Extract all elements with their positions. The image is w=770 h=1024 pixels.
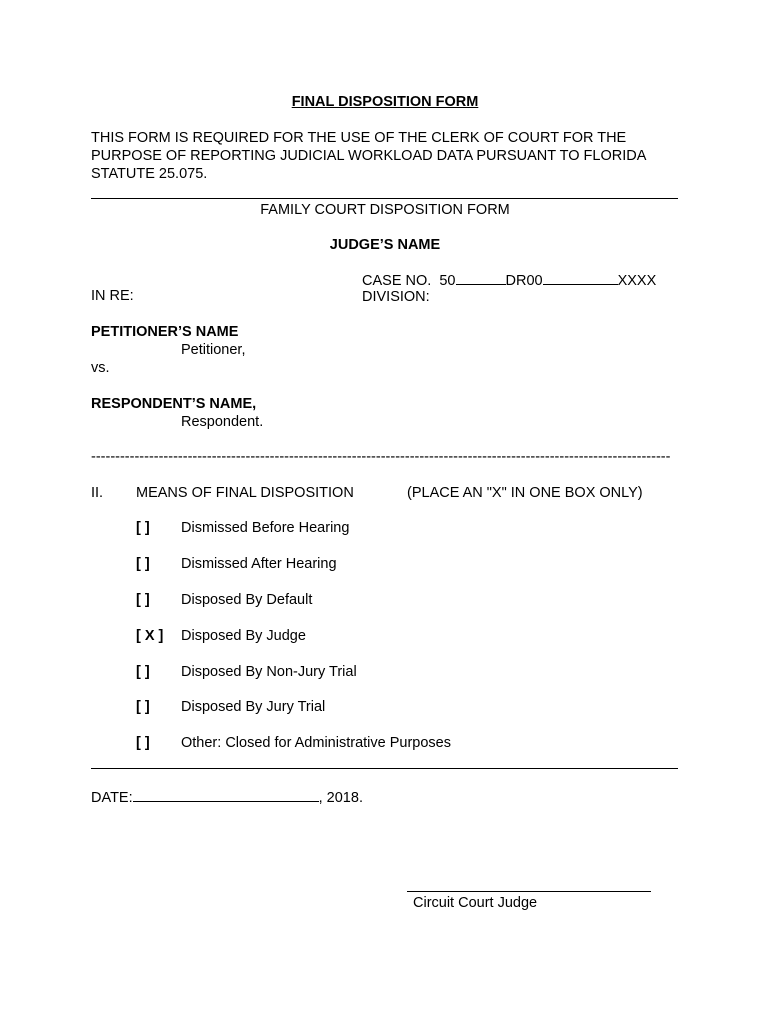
option-row: [136, 664, 357, 680]
option-row: [136, 735, 451, 751]
option-row: [136, 699, 325, 715]
case-number-label: CASE NO.: [362, 273, 432, 289]
option-row: [136, 628, 306, 644]
date-line: [91, 788, 363, 806]
case-number-part3: XXXX: [617, 273, 657, 289]
option-checkbox[interactable]: [ ]: [136, 699, 150, 715]
option-label: Disposed By Default: [181, 592, 313, 608]
option-label: Other: Closed for Administrative Purposes: [181, 735, 451, 751]
option-row: [136, 556, 337, 572]
option-checkbox[interactable]: [ ]: [136, 592, 150, 608]
section-title: MEANS OF FINAL DISPOSITION: [136, 485, 354, 501]
form-title: FINAL DISPOSITION FORM: [291, 94, 479, 110]
option-row: [136, 520, 349, 536]
date-label: DATE:: [91, 790, 133, 806]
dashed-separator: ------------------------------------------------------------------------------------------------------------------------: [91, 449, 671, 465]
in-re-label: IN RE:: [91, 288, 134, 304]
judge-name: JUDGE’S NAME: [329, 237, 441, 253]
case-blank-2: [543, 271, 618, 285]
form-heading: FAMILY COURT DISPOSITION FORM: [260, 202, 510, 218]
respondent-role: Respondent.: [181, 414, 264, 430]
petitioner-role: Petitioner,: [181, 342, 246, 358]
case-number-part1: 50: [439, 273, 456, 289]
option-label: Disposed By Judge: [181, 628, 306, 644]
section-number: II.: [91, 485, 104, 501]
option-checkbox[interactable]: [ ]: [136, 556, 150, 572]
intro-paragraph: THIS FORM IS REQUIRED FOR THE USE OF THE CLERK OF COURT FOR THE PURPOSE OF REPORTING JUDICIAL WORKLOAD DATA PURSUANT TO FLORIDA STATUTE 25.075.: [91, 130, 646, 182]
case-number: [362, 271, 656, 289]
divider-top: [91, 198, 678, 199]
division-label: DIVISION:: [362, 289, 430, 305]
signature-label: Circuit Court Judge: [413, 895, 538, 911]
date-year: , 2018.: [318, 790, 363, 806]
petitioner-name: PETITIONER’S NAME: [91, 324, 239, 340]
versus-label: vs.: [91, 360, 110, 376]
option-checkbox-checked[interactable]: [ X ]: [136, 628, 164, 644]
section-instruction: (PLACE AN "X" IN ONE BOX ONLY): [407, 485, 643, 501]
option-checkbox[interactable]: [ ]: [136, 664, 150, 680]
option-label: Dismissed Before Hearing: [181, 520, 350, 536]
respondent-name: RESPONDENT’S NAME,: [91, 396, 257, 412]
option-label: Disposed By Jury Trial: [181, 699, 326, 715]
option-row: [136, 592, 312, 608]
option-checkbox[interactable]: [ ]: [136, 520, 150, 536]
option-label: Dismissed After Hearing: [181, 556, 337, 572]
case-number-part2: DR00: [505, 273, 543, 289]
option-checkbox[interactable]: [ ]: [136, 735, 150, 751]
option-label: Disposed By Non-Jury Trial: [181, 664, 357, 680]
signature-line[interactable]: [407, 891, 651, 892]
date-blank[interactable]: [133, 788, 319, 802]
divider-bottom: [91, 768, 678, 769]
case-blank-1: [456, 271, 506, 285]
